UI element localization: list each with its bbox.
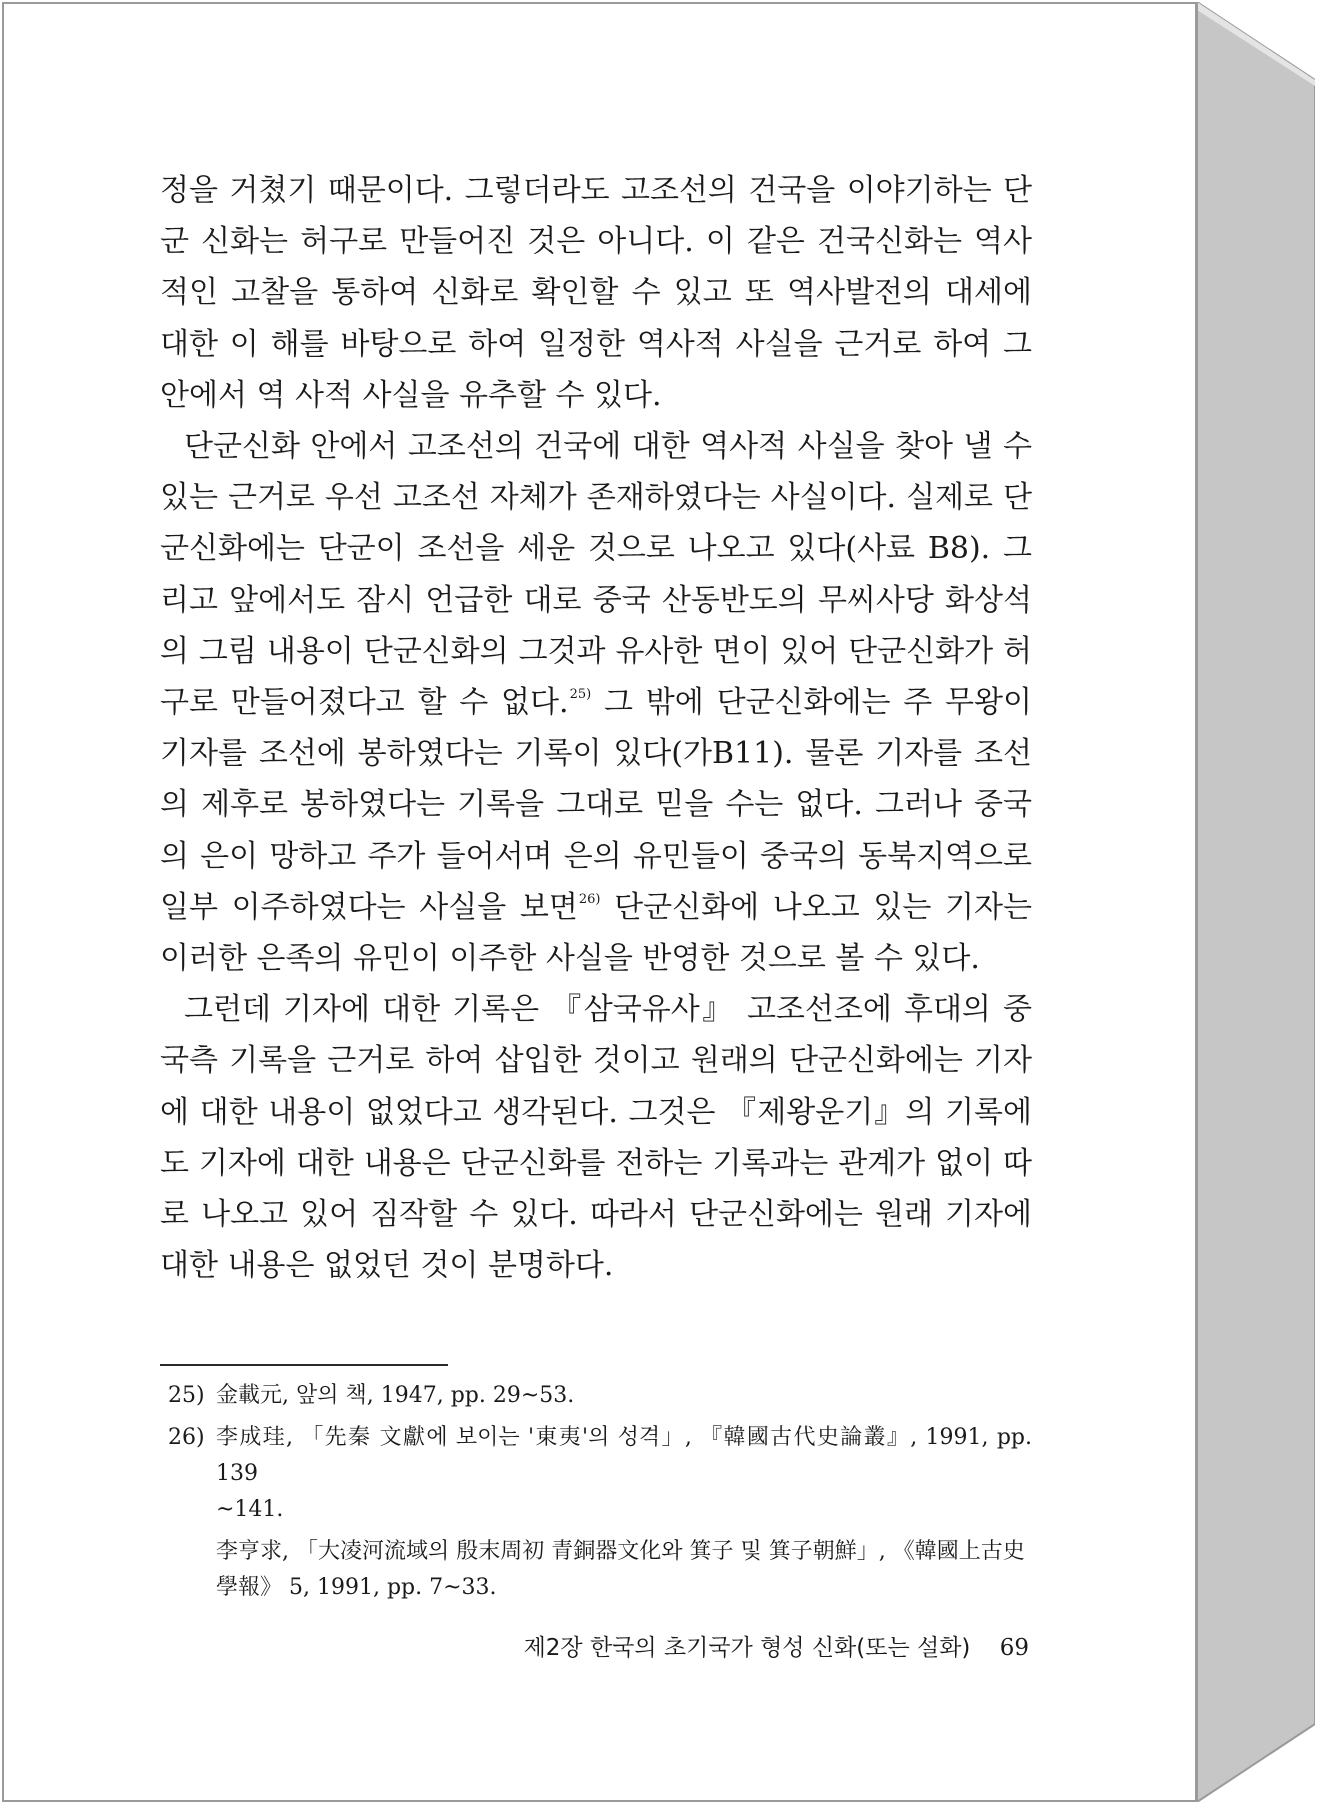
paragraph-2-text-b: 그 밖에 단군신화에는 주 무왕이 기자를 조선에 봉하였다는 기록이 있다(가B11). 물론 기자를 조선의 제후로 봉하였다는 기록을 그대로 믿을 수는 없다. 그러나 중국의 은이 망하고 주가 들어서며 은의 유민들이 중국의 동북지역으로 일부 이주하였다는 사실을 보면: [160, 685, 1032, 925]
main-text: [160, 165, 1032, 1291]
footnote-body: [216, 1420, 1032, 1606]
paragraph-1-line: 신화는 허구로 만들어진 것은 아니다. 이 같은 건국신화는 역사적인: [160, 224, 1032, 311]
paragraph-2-text-a: 단군신화 안에서 고조선의 건국에 대한 역사적 사실을 찾아 낼 수 있는 근거로 우선 고조선 자체가 존재하였다는 사실이다. 실제로 단군신화에는 단군이 조선을 세운 것으로 나오고 있다(사료 B8). 그리고 앞에서도 잠시 언급한 대로 중국 산동반도의 무씨사당 화상석의 그림 내용이 단군신화의 그것과 유사한 면이 있어 단군신화가 허구로 만들어졌다고 할 수 없다.: [160, 429, 1032, 721]
paragraph-2-text-c: 단군신화에 나오고 있는 기자는 이러한 은족의 유민이 이주한 사실을 반영한 것으로 볼 수 있다.: [160, 889, 1032, 977]
paragraph-2: [160, 421, 1032, 984]
paragraph-3: 그런데 기자에 대한 기록은 『삼국유사』 고조선조에 후대의 중국측 기록을 근거로 하여 삽입한 것이고 원래의 단군신화에는 기자에 대한 내용이 없었다고 생각된다. 그것은 『제왕운기』의 기록에도 기자에 대한 내용은 단군신화를 전하는 기록과는 관계가 없이 따로 나오고 있어 짐작할 수 있다. 따라서 단군신화에는 원래 기자에 대한 내용은 없었던 것이 분명하다.: [160, 992, 1032, 1284]
paragraph-1-line: 사적 사실을 유추할 수 있다.: [295, 377, 662, 413]
paragraph-1-line: 정을 거쳤기 때문이다. 그렇더라도 고조선의 건국을 이야기하는 단군: [160, 173, 1032, 260]
footnote-number: 25): [168, 1383, 205, 1408]
book-edge-side: [1197, 2, 1315, 1802]
footnotes: [168, 1378, 1032, 1612]
footnote-ref-26[interactable]: 26): [578, 891, 601, 907]
footnote-sub-citation: 李亨求, 「大凌河流域의 殷末周初 青銅器文化와 箕子 및 箕子朝鮮」, 《韓國上古史: [216, 1539, 1025, 1564]
book-edge-graphic: [1197, 2, 1315, 1802]
footnote-25: [168, 1378, 1032, 1414]
footnote-text: 李成珪, 「先秦 文獻에 보이는 '東夷'의 성격」, 『韓國古代史論叢』, 1991, pp. 139: [216, 1425, 1032, 1486]
paragraph-1: [160, 165, 1032, 421]
footnote-sub-citation-continued: 學報》 5, 1991, pp. 7~33.: [216, 1575, 497, 1600]
chapter-title: 제2장 한국의 초기국가 형성 신화(또는 설화): [523, 1635, 971, 1661]
footnote-number: 26): [168, 1425, 205, 1450]
footnote-text: 金載元, 앞의 책, 1947, pp. 29~53.: [216, 1383, 575, 1408]
running-footer: [524, 1629, 1029, 1662]
paragraph-1-line: 고찰을 통하여 신화로 확인할 수 있고 또 역사발전의 대세에 대한 이: [160, 275, 1032, 362]
footnote-26: [168, 1420, 1032, 1606]
page-number: 69: [999, 1635, 1029, 1661]
footnote-ref-25[interactable]: 25): [569, 687, 592, 703]
paragraph-1-line: 해를 바탕으로 하여 일정한 역사적 사실을 근거로 하여 그 안에서 역: [160, 326, 1032, 413]
footnote-divider: [160, 1364, 448, 1366]
footnote-text-continued: ~141.: [216, 1497, 284, 1522]
